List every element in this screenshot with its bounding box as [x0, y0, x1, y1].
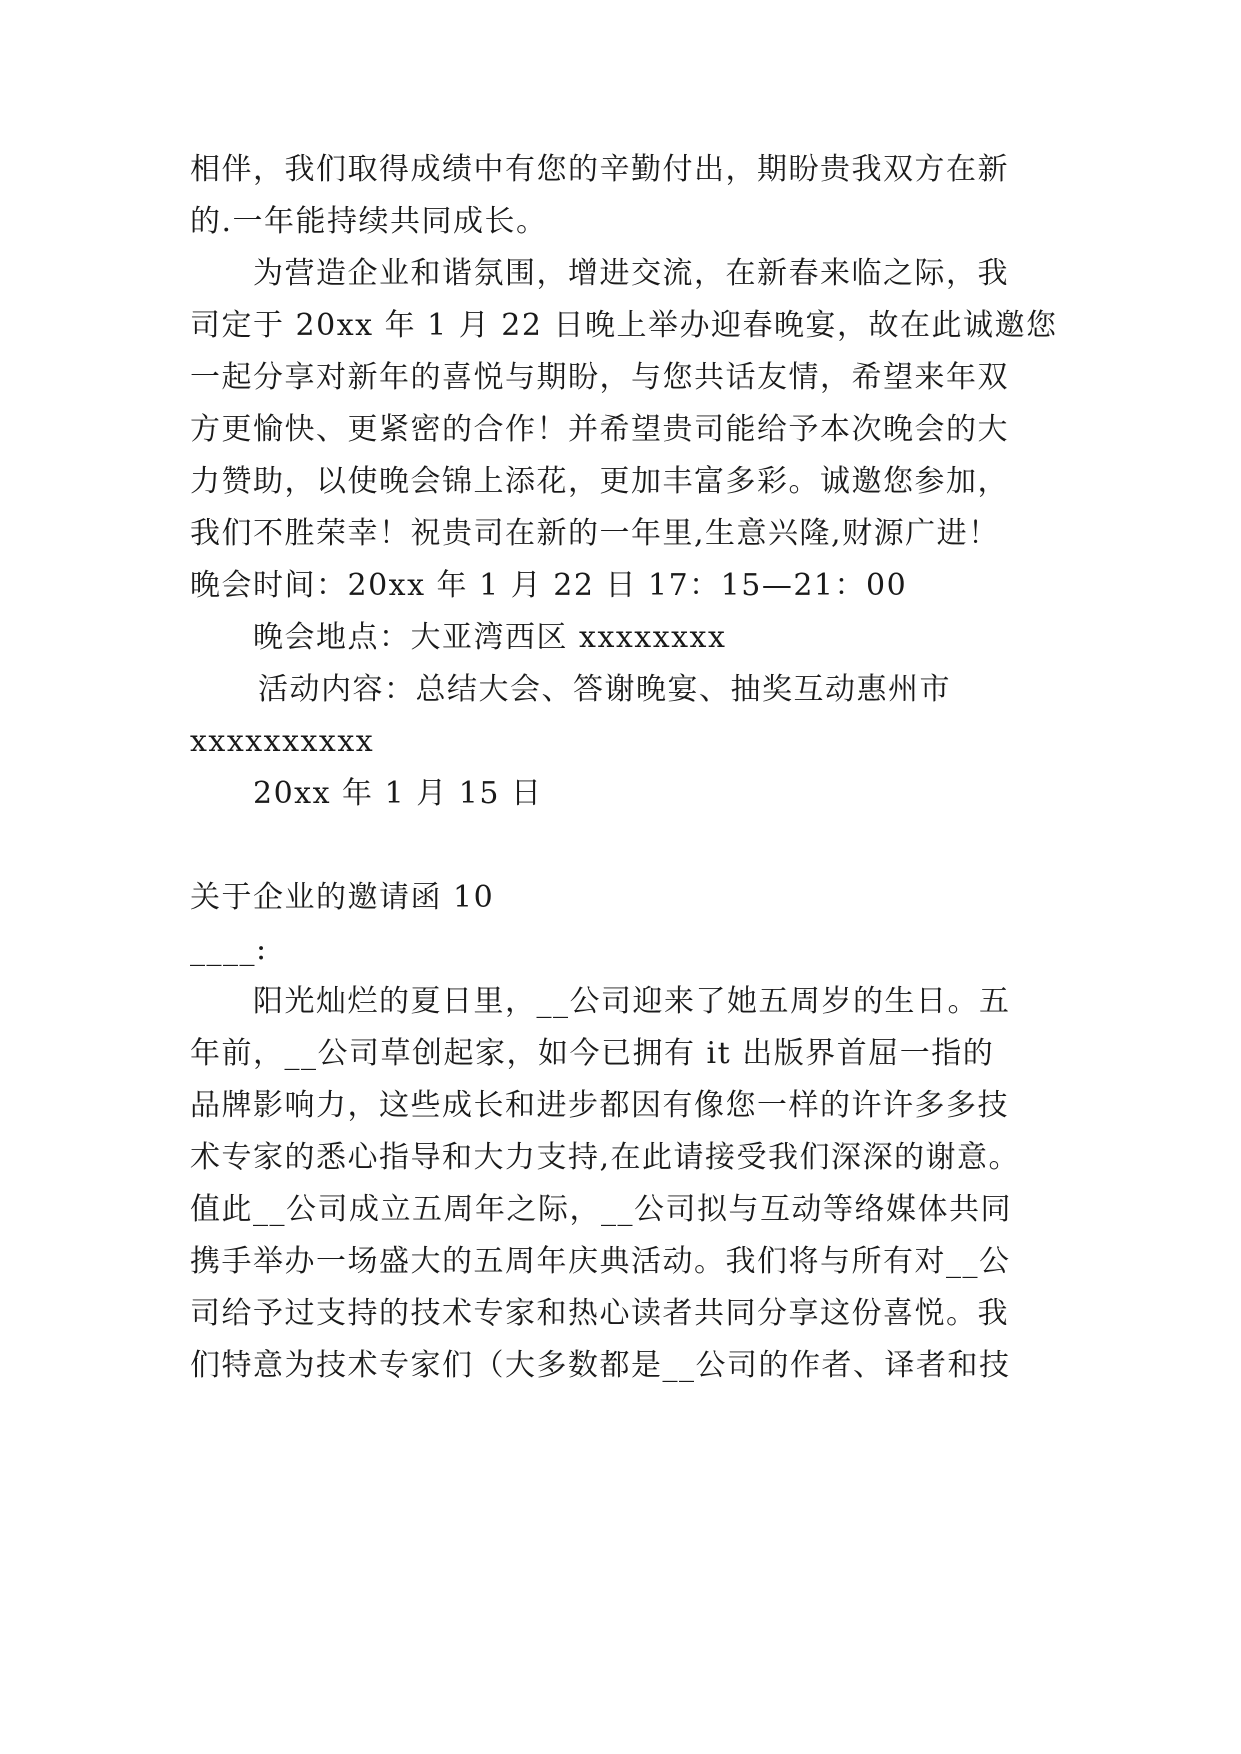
paragraph-line: 的.一年能持续共同成长。 — [190, 204, 548, 239]
event-content: 活动内容：总结大会、答谢晚宴、抽奖互动惠州市 — [258, 672, 951, 707]
paragraph-line: 相伴，我们取得成绩中有您的辛勤付出，期盼贵我双方在新 — [190, 152, 1009, 187]
paragraph-line: 们特意为技术专家们（大多数都是__公司的作者、译者和技 — [190, 1348, 1011, 1383]
paragraph-line: 术专家的悉心指导和大力支持,在此请接受我们深深的谢意。 — [190, 1140, 1021, 1175]
document-date: 20xx 年 1 月 15 日 — [253, 776, 543, 811]
paragraph-line: 方更愉快、更紧密的合作！并希望贵司能给予本次晚会的大 — [190, 412, 1009, 447]
paragraph-line: 值此__公司成立五周年之际，__公司拟与互动等络媒体共同 — [190, 1192, 1012, 1227]
section-title: 关于企业的邀请函 10 — [190, 880, 495, 915]
paragraph-line: 品牌影响力，这些成长和进步都因有像您一样的许许多多技 — [190, 1088, 1009, 1123]
paragraph-line: 一起分享对新年的喜悦与期盼，与您共话友情，希望来年双 — [190, 360, 1009, 395]
paragraph-line: 携手举办一场盛大的五周年庆典活动。我们将与所有对__公 — [190, 1244, 1011, 1279]
paragraph-line: 为营造企业和谐氛围，增进交流，在新春来临之际，我 — [253, 256, 1009, 291]
paragraph-line: 阳光灿烂的夏日里，__公司迎来了她五周岁的生日。五 — [253, 984, 1011, 1019]
event-location: 晚会地点：大亚湾西区 xxxxxxxx — [253, 620, 727, 655]
paragraph-line: 力赞助，以使晚会锦上添花，更加丰富多彩。诚邀您参加， — [190, 464, 1009, 499]
paragraph-line: 年前，__公司草创起家，如今已拥有 it 出版界首屈一指的 — [190, 1036, 995, 1071]
paragraph-line: 司定于 20xx 年 1 月 22 日晚上举办迎春晚宴，故在此诚邀您 — [190, 308, 1058, 343]
event-time: 晚会时间：20xx 年 1 月 22 日 17：15—21：00 — [190, 568, 908, 603]
paragraph-line: 我们不胜荣幸！祝贵司在新的一年里,生意兴隆,财源广进！ — [190, 516, 1000, 551]
salutation: ____: — [190, 932, 268, 967]
paragraph-line: xxxxxxxxxx — [190, 724, 375, 759]
paragraph-line: 司给予过支持的技术专家和热心读者共同分享这份喜悦。我 — [190, 1296, 1009, 1331]
